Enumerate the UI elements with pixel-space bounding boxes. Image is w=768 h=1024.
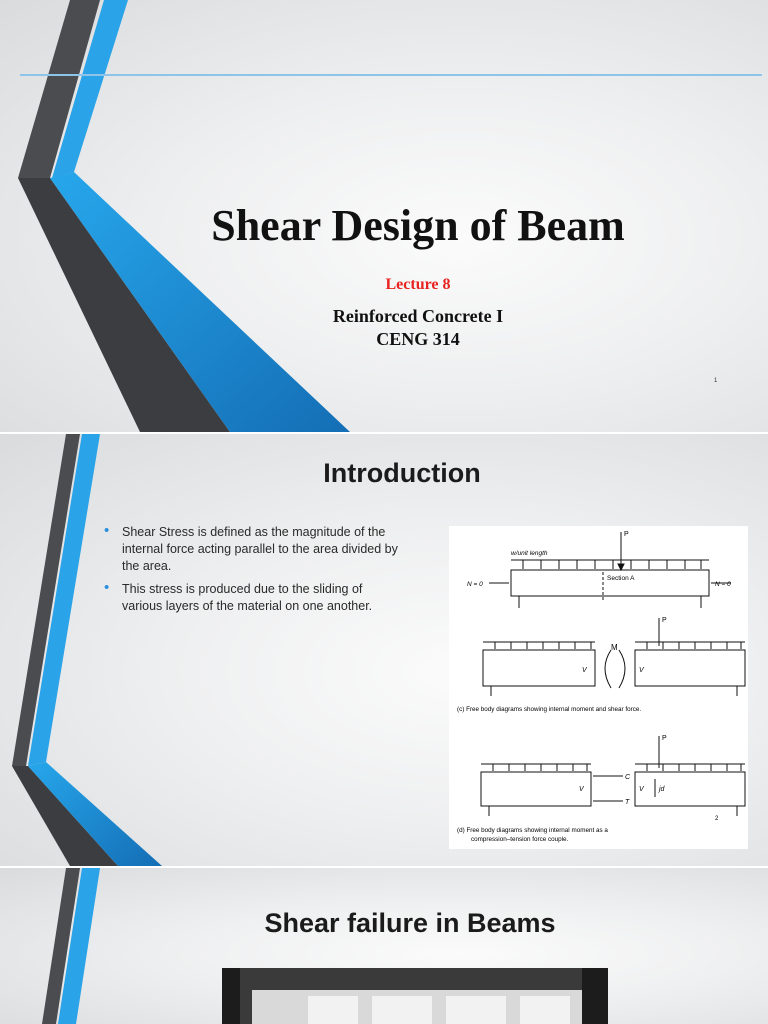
slide-3 (0, 868, 768, 1024)
load-label: P (624, 531, 629, 538)
bullet-item: • This stress is produced due to the sliding of various layers of the material on one another. (104, 579, 373, 613)
compression-label: C (625, 774, 631, 781)
lever-arm-label: jd (659, 786, 665, 793)
slide-title: Shear failure in Beams (264, 908, 556, 938)
photo-placeholder (222, 968, 608, 1024)
page-number: 1 (714, 378, 718, 384)
bullet-dot-icon: • (104, 522, 110, 539)
load-label-2: P (662, 617, 667, 624)
lecture-label: Lecture 8 (385, 276, 451, 293)
figure-page-mark: 2 (715, 816, 719, 822)
shear-label-left: V (582, 667, 587, 674)
slide-1 (0, 0, 768, 432)
beam-failure-photo (222, 968, 608, 1024)
beam-diagram (449, 526, 748, 849)
bullet-list (104, 524, 404, 621)
moment-label: M (611, 643, 618, 652)
tension-label: T (625, 799, 630, 806)
slide-title: Shear Design of Beam (211, 201, 625, 250)
distributed-load-label: w/unit length (511, 550, 548, 557)
course-name: Reinforced Concrete I (332, 306, 504, 326)
load-label-3: P (662, 735, 667, 742)
course-code: CENG 314 (376, 329, 460, 349)
shear-label-right-2: V (639, 786, 644, 793)
caption-d-line2: compression–tension force couple. (471, 836, 569, 843)
shear-label-right: V (639, 667, 644, 674)
bullet-item: • Shear Stress is defined as the magnitude of the internal force acting parallel to the area divided by the area. (104, 522, 398, 573)
axial-right-label: N = 0 (715, 581, 731, 588)
section-label: Section A (607, 575, 635, 582)
header-rule (20, 74, 762, 76)
axial-left-label: N = 0 (467, 581, 483, 588)
caption-c: (c) Free body diagrams showing internal moment and shear force. (457, 706, 642, 713)
beam-diagram-figure (449, 526, 748, 849)
bullet-dot-icon: • (104, 579, 110, 596)
slide-2 (0, 434, 768, 866)
course-info (34, 305, 768, 351)
shear-label-left-2: V (579, 786, 584, 793)
slide-title: Introduction (323, 458, 481, 488)
caption-d-line1: (d) Free body diagrams showing internal moment as a (457, 827, 608, 834)
